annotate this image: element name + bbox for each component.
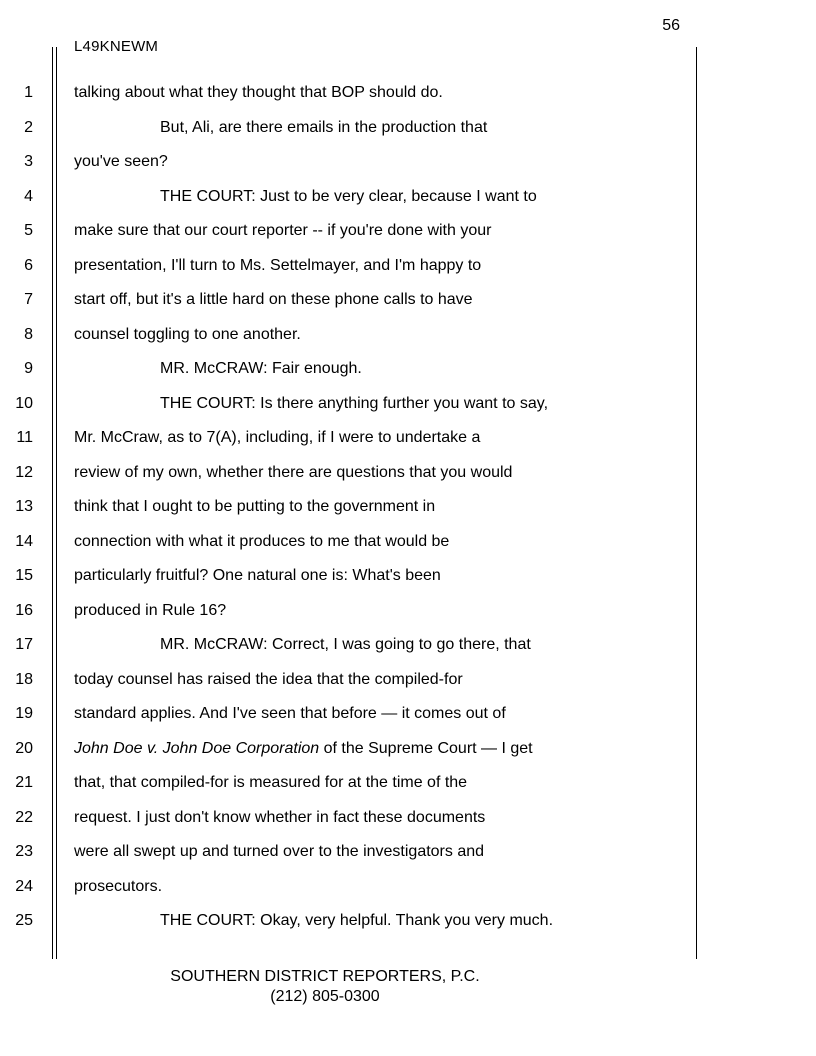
line-text: standard applies. And I've seen that before — it comes out of <box>74 705 506 722</box>
transcript-line <box>0 835 816 870</box>
line-number: 24 <box>15 877 33 895</box>
line-number: 25 <box>15 912 33 929</box>
transcript-line <box>0 180 816 215</box>
transcript-line <box>0 387 816 422</box>
case-header: L49KNEWM <box>74 38 159 55</box>
transcript-body <box>0 76 816 939</box>
transcript-line <box>0 525 816 560</box>
line-text: prosecutors. <box>74 877 163 895</box>
transcript-line <box>0 663 816 698</box>
line-number: 7 <box>24 291 33 308</box>
line-text: today counsel has raised the idea that the compiled-for <box>74 670 463 688</box>
transcript-line <box>0 628 816 663</box>
line-text: Mr. McCraw, as to 7(A), including, if I were to undertake a <box>74 429 481 446</box>
line-text-rest: of the Supreme Court — I get <box>319 739 533 757</box>
reporter-footer <box>0 967 650 1007</box>
transcript-line <box>0 214 816 249</box>
transcript-line <box>0 76 816 111</box>
line-number: 17 <box>15 636 33 653</box>
line-number: 14 <box>15 532 33 550</box>
line-text: make sure that our court reporter -- if you're done with your <box>74 222 492 239</box>
line-text: presentation, I'll turn to Ms. Settelmayer, and I'm happy to <box>74 256 482 274</box>
reporter-phone: (212) 805-0300 <box>270 988 380 1005</box>
line-number: 3 <box>24 153 33 170</box>
line-text: But, Ali, are there emails in the production that <box>160 118 488 136</box>
line-text: were all swept up and turned over to the investigators and <box>74 843 485 860</box>
line-number: 1 <box>24 84 33 101</box>
line-text: MR. McCRAW: Correct, I was going to go there, that <box>160 636 531 653</box>
transcript-line <box>0 594 816 629</box>
transcript-line <box>0 145 816 180</box>
transcript-line <box>0 318 816 353</box>
transcript-line <box>0 766 816 801</box>
line-number: 2 <box>24 118 33 136</box>
transcript-line <box>0 559 816 594</box>
line-number: 21 <box>15 774 33 791</box>
line-number: 10 <box>15 394 33 412</box>
line-text: start off, but it's a little hard on these phone calls to have <box>74 291 473 308</box>
line-number: 4 <box>24 187 33 205</box>
line-number: 23 <box>15 843 33 860</box>
line-number: 20 <box>15 739 33 757</box>
line-number: 11 <box>16 429 33 446</box>
line-number: 12 <box>15 463 33 481</box>
line-text: THE COURT: Just to be very clear, because I want to <box>160 187 537 205</box>
line-number: 5 <box>24 222 33 239</box>
transcript-line <box>0 111 816 146</box>
line-text: you've seen? <box>74 153 168 170</box>
line-number: 16 <box>15 601 33 619</box>
reporter-name: SOUTHERN DISTRICT REPORTERS, P.C. <box>170 968 480 985</box>
line-text: think that I ought to be putting to the government in <box>74 498 436 515</box>
line-text: talking about what they thought that BOP should do. <box>74 84 443 101</box>
line-number: 8 <box>24 325 33 343</box>
line-text: connection with what it produces to me that would be <box>74 532 450 550</box>
transcript-line <box>0 249 816 284</box>
line-text: MR. McCRAW: Fair enough. <box>160 360 362 377</box>
page-number: 56 <box>662 17 680 34</box>
transcript-line <box>0 870 816 905</box>
transcript-line <box>0 283 816 318</box>
line-text: request. I just don't know whether in fact these documents <box>74 808 486 826</box>
transcript-line <box>0 352 816 387</box>
line-text: THE COURT: Okay, very helpful. Thank you very much. <box>160 912 554 929</box>
transcript-line <box>0 456 816 491</box>
line-text: THE COURT: Is there anything further you want to say, <box>160 394 549 412</box>
line-number: 15 <box>15 567 33 584</box>
line-text: produced in Rule 16? <box>74 601 227 619</box>
case-citation: John Doe v. John Doe Corporation <box>74 739 320 757</box>
line-text <box>74 732 533 767</box>
line-number: 19 <box>15 705 33 722</box>
line-number: 6 <box>24 256 33 274</box>
line-text: particularly fruitful? One natural one is: What's been <box>74 567 441 584</box>
transcript-line <box>0 421 816 456</box>
line-text: review of my own, whether there are questions that you would <box>74 463 513 481</box>
line-number: 13 <box>15 498 33 515</box>
transcript-line <box>0 904 816 939</box>
line-number: 9 <box>24 360 33 377</box>
transcript-line <box>0 490 816 525</box>
line-text: counsel toggling to one another. <box>74 325 301 343</box>
transcript-line <box>0 732 816 767</box>
line-text: that, that compiled-for is measured for at the time of the <box>74 774 468 791</box>
line-number: 18 <box>15 670 33 688</box>
transcript-line <box>0 697 816 732</box>
line-number: 22 <box>15 808 33 826</box>
transcript-line <box>0 801 816 836</box>
